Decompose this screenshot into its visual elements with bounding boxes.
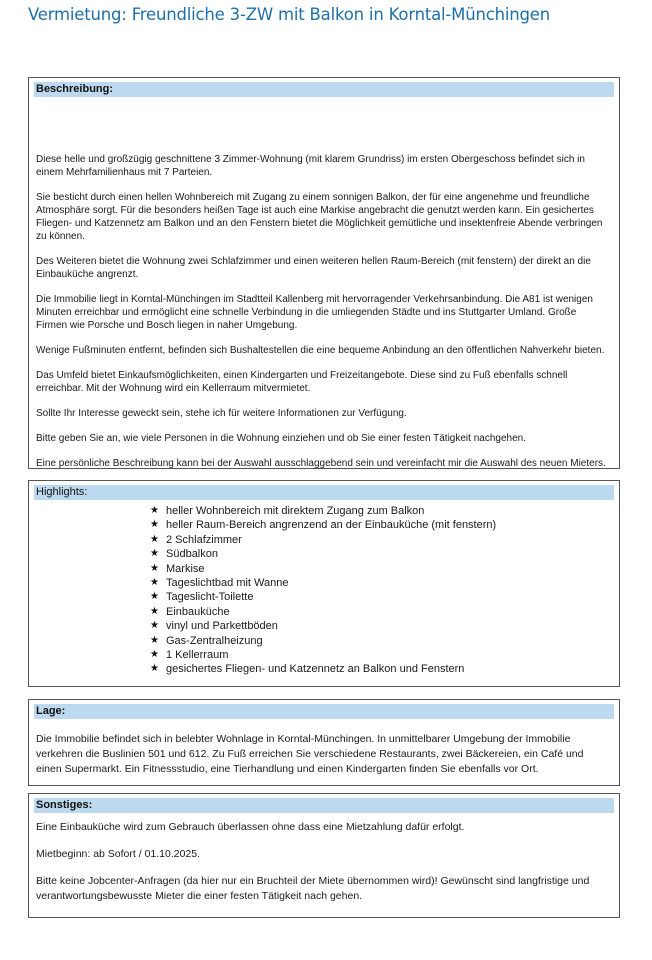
list-item-label: gesichertes Fliegen- und Katzennetz an Balkon und Fenstern <box>166 663 465 676</box>
list-item-label: 2 Schlafzimmer <box>166 533 242 546</box>
list-item <box>150 619 614 633</box>
paragraph: Des Weiteren bietet die Wohnung zwei Schlafzimmer und einen weiteren hellen Raum-Bereich (mit fenstern) der direkt an die Einbauküche angrenzt. <box>36 256 591 280</box>
section-highlights <box>28 480 620 687</box>
beschreibung-body <box>34 97 614 470</box>
list-item-label: Südbalkon <box>166 548 218 561</box>
list-item <box>150 518 614 532</box>
list-item-label: Tageslichtbad mit Wanne <box>166 577 289 590</box>
star-icon: ★ <box>150 591 159 603</box>
list-item <box>150 533 614 547</box>
list-item <box>150 662 614 676</box>
list-item-label: Markise <box>166 562 205 575</box>
sonstiges-body <box>34 813 614 904</box>
list-item <box>150 634 614 648</box>
star-icon: ★ <box>150 634 159 646</box>
star-icon: ★ <box>150 577 159 589</box>
star-icon: ★ <box>150 620 159 632</box>
paragraph: Sie besticht durch einen hellen Wohnbereich mit Zugang zu einem sonnigen Balkon, der für eine angenehme und freundliche Atmosphäre sorgt. Für die besonders heißen Tage ist auch eine Markise angebracht die genutzt werden kann. Ein gesichertes Fliegen- und Katzennetz am Balkon und an den Fenstern bietet die Möglichkeit gemütliche und insektenfreie Abende verbringen zu können. <box>36 192 603 242</box>
lage-body <box>34 719 614 777</box>
list-item-label: heller Raum-Bereich angrenzend an der Einbauküche (mit fenstern) <box>166 519 497 532</box>
list-item <box>150 590 614 604</box>
star-icon: ★ <box>150 519 159 531</box>
list-item <box>150 504 614 518</box>
section-lage <box>28 699 620 786</box>
list-item-label: 1 Kellerraum <box>166 649 229 662</box>
star-icon: ★ <box>150 548 159 560</box>
paragraph: Das Umfeld bietet Einkaufsmöglichkeiten, einen Kindergarten und Freizeitangebote. Diese sind zu Fuß ebenfalls schnell erreichbar. Mit der Wohnung wird ein Kellerraum mitvermietet. <box>36 370 568 394</box>
list-item <box>150 547 614 561</box>
paragraph: Bitte geben Sie an, wie viele Personen in die Wohnung einziehen und ob Sie einer festen Tätigkeit nachgehen. <box>36 433 526 444</box>
section-sonstiges <box>28 793 620 918</box>
paragraph: Wenige Fußminuten entfernt, befinden sich Bushaltestellen die eine bequeme Anbindung an den öffentlichen Nahverkehr bieten. <box>36 345 605 356</box>
star-icon: ★ <box>150 562 159 574</box>
paragraph: Eine persönliche Beschreibung kann bei der Auswahl ausschlaggebend sein und vereinfacht mir die Auswahl des neuen Mieters. <box>36 458 606 469</box>
list-item-label: Tageslicht-Toilette <box>166 591 254 604</box>
page-title: Vermietung: Freundliche 3-ZW mit Balkon in Korntal-Münchingen <box>28 5 550 24</box>
section-beschreibung <box>28 77 620 469</box>
section-header-beschreibung: Beschreibung: <box>34 82 614 97</box>
star-icon: ★ <box>150 533 159 545</box>
list-item <box>150 648 614 662</box>
paragraph: Die Immobilie befindet sich in belebter Wohnlage in Korntal-Münchingen. In unmittelbarer Umgebung der Immobilie verkehren die Buslinien 501 und 612. Zu Fuß erreichen Sie verschiedene Restaurants, zwei Bäckereien, ein Café und einen Supermarkt. Ein Fitnessstudio, eine Tierhandlung und einen Kindergarten finden Sie ebenfalls vor Ort. <box>36 733 584 775</box>
list-item-label: vinyl und Parkettböden <box>166 620 278 633</box>
star-icon: ★ <box>150 505 159 516</box>
list-item <box>150 562 614 576</box>
highlights-list <box>34 504 614 677</box>
paragraph: Eine Einbauküche wird zum Gebrauch überlassen ohne dass eine Mietzahlung dafür erfolgt. <box>36 821 465 833</box>
list-item <box>150 605 614 619</box>
list-item-label: heller Wohnbereich mit direktem Zugang zum Balkon <box>166 505 425 517</box>
paragraph: Sollte Ihr Interesse geweckt sein, stehe ich für weitere Informationen zur Verfügung. <box>36 408 407 419</box>
section-header-lage: Lage: <box>34 704 614 719</box>
star-icon: ★ <box>150 605 159 617</box>
paragraph: Die Immobilie liegt in Korntal-Münchingen im Stadtteil Kallenberg mit hervorragender Verkehrsanbindung. Die A81 ist wenigen Minuten erreichbar und ermöglicht eine schnelle Verbindung in die umliegenden Städte und ins Stuttgarter Umland. Große Firmen wie Porsche und Bosch liegen in naher Umgebung. <box>36 294 593 331</box>
paragraph: Diese helle und großzügig geschnittene 3 Zimmer-Wohnung (mit klarem Grundriss) im ersten Obergeschoss befindet sich in einem Mehrfamilienhaus mit 7 Parteien. <box>36 154 585 178</box>
list-item-label: Einbauküche <box>166 605 230 618</box>
star-icon: ★ <box>150 663 159 675</box>
section-header-sonstiges: Sonstiges: <box>34 798 614 813</box>
paragraph: Bitte keine Jobcenter-Anfragen (da hier nur ein Bruchteil der Miete übernommen wird)! Gewünscht sind langfristige und verantwortungsbewusste Mieter die einer festen Tätigkeit nach gehen. <box>36 875 590 902</box>
section-header-highlights: Highlights: <box>34 485 614 500</box>
star-icon: ★ <box>150 649 159 661</box>
paragraph: Mietbeginn: ab Sofort / 01.10.2025. <box>36 848 201 860</box>
list-item-label: Gas-Zentralheizung <box>166 634 263 647</box>
list-item <box>150 576 614 590</box>
